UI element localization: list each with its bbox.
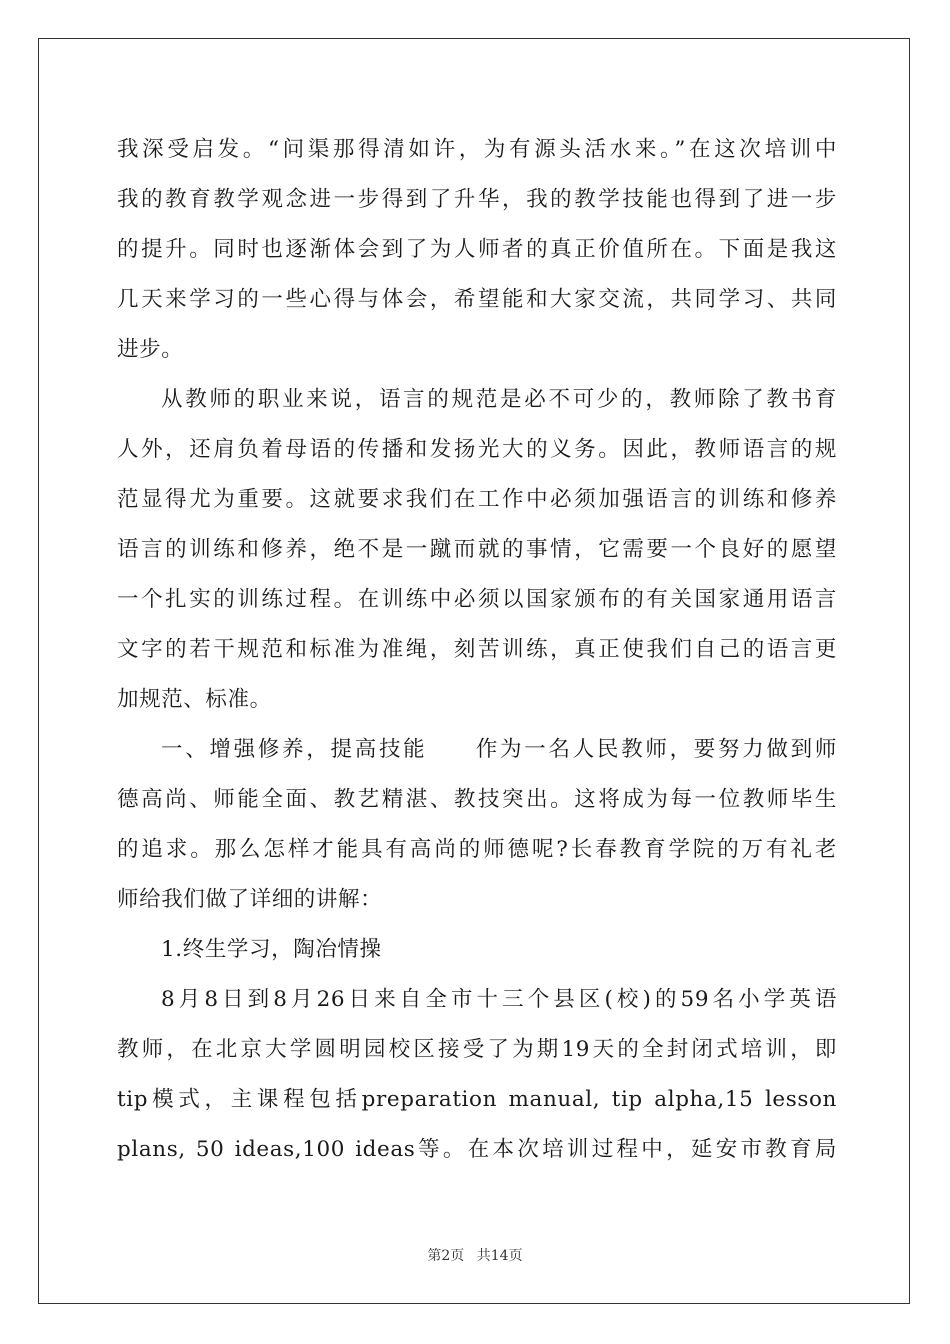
text-line: 德高尚、师能全面、教艺精湛、教技突出。这将成为每一位教师毕生: [117, 787, 837, 812]
text-line: 8月8日到8月26日来自全市十三个县区(校)的59名小学英语: [161, 987, 837, 1012]
text-line: 语言的训练和修养，绝不是一蹴而就的事情，它需要一个良好的愿望: [117, 537, 837, 562]
text-line: 人外，还肩负着母语的传播和发扬光大的义务。因此，教师语言的规: [117, 437, 837, 462]
text-line: tip模式，主课程包括preparation manual, tip alpha,15 lesson: [117, 1087, 837, 1112]
text-line: 我深受启发。“问渠那得清如许，为有源头活水来。”在这次培训中: [117, 137, 837, 162]
text-line: 几天来学习的一些心得与体会，希望能和大家交流，共同学习、共同: [117, 287, 837, 312]
text-line: 范显得尤为重要。这就要求我们在工作中必须加强语言的训练和修养: [117, 487, 837, 512]
text-line: 我的教育教学观念进一步得到了升华，我的教学技能也得到了进一步: [117, 187, 837, 212]
text-line: 从教师的职业来说，语言的规范是必不可少的，教师除了教书育: [161, 387, 837, 412]
text-line: 加规范、标准。: [117, 687, 272, 712]
total-pages-label: 共14页: [476, 1248, 523, 1264]
text-line: 一、增强修养，提高技能 作为一名人民教师，要努力做到师: [161, 737, 837, 762]
document-body: [117, 125, 837, 1175]
text-line: plans, 50 ideas,100 ideas等。在本次培训过程中，延安市教育局: [117, 1137, 837, 1162]
text-line: 进步。: [117, 337, 184, 362]
text-line: 1.终生学习，陶冶情操: [161, 937, 382, 962]
text-line: 文字的若干规范和标准为准绳，刻苦训练，真正使我们自己的语言更: [117, 637, 837, 662]
current-page-label: 第2页: [427, 1248, 465, 1264]
text-line: 一个扎实的训练过程。在训练中必须以国家颁布的有关国家通用语言: [117, 587, 837, 612]
page-footer: [0, 1245, 950, 1265]
text-line: 教师，在北京大学圆明园校区接受了为期19天的全封闭式培训，即: [117, 1037, 837, 1062]
text-line: 的追求。那么怎样才能具有高尚的师德呢?长春教育学院的万有礼老: [117, 837, 837, 862]
text-line: 师给我们做了详细的讲解：: [117, 887, 383, 912]
text-line: 的提升。同时也逐渐体会到了为人师者的真正价值所在。下面是我这: [117, 237, 837, 262]
